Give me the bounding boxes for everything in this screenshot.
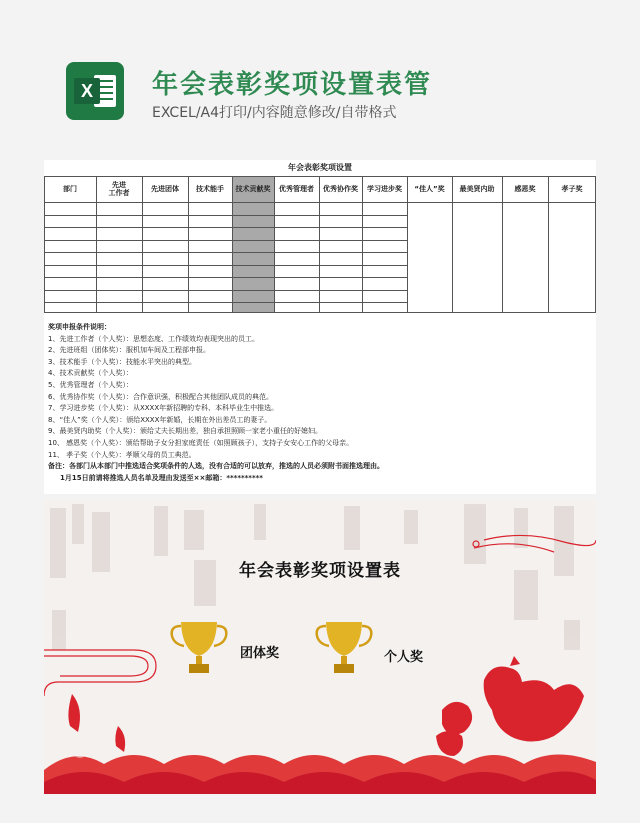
notes-heading: 奖项申报条件说明：	[48, 323, 111, 331]
column-header: “佳人”奖	[414, 185, 445, 193]
column-header: 先进 工作者	[108, 181, 130, 197]
trophy-icon	[317, 622, 372, 673]
column-header: 优秀管理者	[279, 185, 314, 193]
column-header: 优秀协作奖	[323, 185, 358, 193]
award-table	[44, 176, 596, 312]
column-header: 最美贤内助	[459, 185, 495, 193]
column-header: 先进团体	[151, 185, 179, 193]
cover-title: 年会表彰奖项设置表	[239, 561, 401, 581]
note-item: 5、优秀管理者（个人奖）：	[48, 380, 133, 389]
notes-deadline: 1月15日前请将推选人员名单及理由发送至××邮箱：**********	[60, 473, 263, 482]
note-item: 1、先进工作者（个人奖）：思想态度、工作绩效均表现突出的员工。	[48, 334, 259, 343]
spreadsheet-preview	[44, 160, 596, 494]
column-header: 技术贡献奖	[235, 185, 271, 193]
note-item: 10、 感恩奖（个人奖）：颁给帮助子女分担家庭责任（如照顾孩子），支持子女安心工作的父母亲。	[48, 438, 354, 447]
trophy-icon	[172, 622, 227, 673]
note-item: 11、 孝子奖（个人奖）：孝顺父母的员工典范。	[48, 450, 196, 459]
column-header: 部门	[63, 185, 77, 193]
column-header: 学习进步奖	[367, 185, 402, 193]
individual-award-label: 个人奖	[384, 650, 424, 665]
note-item: 4、技术贡献奖（个人奖）：	[48, 369, 133, 378]
note-item: 8、“佳人”奖（个人奖）：颁给XXXX年新婚，长期在外出差员工的妻子。	[48, 415, 272, 424]
rooster-papercut-icon	[436, 656, 584, 756]
excel-logo-icon: X	[66, 62, 124, 120]
product-header	[0, 0, 640, 150]
notes-remark: 备注：各部门从本部门中推选适合奖项条件的人选，没有合适的可以放弃，推选的人员必须附书面推选理由。	[48, 462, 384, 471]
koi-fish-icon	[68, 694, 125, 752]
note-item: 7、学习进步奖（个人奖）：从XXXX年新招聘的专科、本科毕业生中推选。	[48, 404, 279, 413]
column-header: 技术能手	[196, 185, 224, 193]
product-title: 年会表彰奖项设置表管	[152, 70, 433, 100]
note-item: 2、先进班组（团体奖）：服机加车间及工程部申报。	[48, 346, 210, 355]
column-header: 孝子奖	[561, 185, 583, 193]
sheet-title: 年会表彰奖项设置	[288, 163, 352, 172]
cover-preview	[44, 500, 596, 794]
column-header: 感恩奖	[514, 185, 536, 193]
note-item: 3、技术能手（个人奖）：技能水平突出的典型。	[48, 357, 196, 366]
note-item: 6、优秀协作奖（个人奖）：合作意识强，积极配合其他团队成员的典范。	[48, 392, 273, 401]
cover-decoration	[44, 500, 596, 794]
product-subtitle: EXCEL/A4打印/内容随意修改/自带格式	[152, 105, 397, 121]
note-item: 9、最美贤内助奖（个人奖）：颁给丈夫长期出差，独自承担照顾一家老小重任的好媳妇。	[48, 427, 322, 436]
team-award-label: 团体奖	[240, 646, 280, 661]
award-notes	[48, 322, 596, 484]
